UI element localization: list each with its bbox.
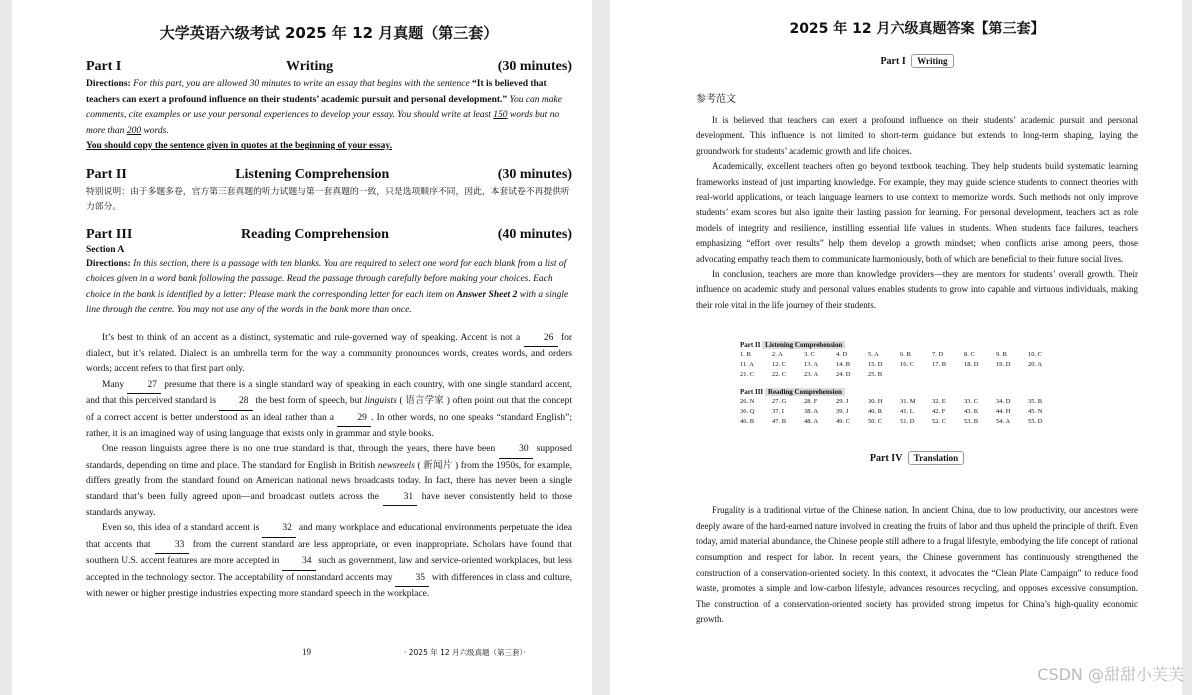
part-2-time: (30 minutes) xyxy=(497,166,572,182)
blank-27: 27 xyxy=(127,378,161,394)
essay-prompt-quote: “It is believed that teachers can exert a profound influence on their students’ academic pursuit and personal development.” xyxy=(86,79,547,105)
answer-cell: 49. C xyxy=(836,418,851,426)
paragraph: In conclusion, teachers are more than knowledge providers—they are mentors for students’ overall growth. Their influence on academic study and personal values enables students to grow into capable and virtuous individuals, making their role vital in the life journey of their students. xyxy=(696,269,1138,310)
answer-cell: 45. N xyxy=(1028,408,1043,416)
directions-text: with a single line through the centre. You may not use any of the words in the bank more than once. xyxy=(86,289,569,315)
answer-cell: 16. C xyxy=(900,361,915,369)
answer-cell: 36. Q xyxy=(740,408,755,416)
answer-cell: 43. K xyxy=(964,408,979,416)
answer-cell: 47. B xyxy=(772,418,787,426)
blank-32: 32 xyxy=(262,521,296,537)
answer-cell: 50. C xyxy=(868,418,883,426)
answer-cell: 33. C xyxy=(964,398,979,406)
answer-cell: 11. A xyxy=(740,361,754,369)
answer-cell: 38. A xyxy=(804,408,819,416)
blank-29: 29 xyxy=(337,411,371,427)
answer-cell: 1. B xyxy=(740,351,751,359)
answer-cell: 27. G xyxy=(772,398,787,406)
reading-answer-grid xyxy=(740,398,1138,425)
answer-cell: 51. D xyxy=(900,418,915,426)
answer-cell: 21. C xyxy=(740,371,755,379)
blank-31: 31 xyxy=(383,490,417,506)
part-tag: Translation xyxy=(908,451,964,465)
part-1-label: Part I xyxy=(86,59,122,74)
answer-cell: 28. F xyxy=(804,398,818,406)
directions-text: For this part, you are allowed 30 minutes to write an essay that begins with the sentence xyxy=(133,79,470,89)
reading-passage xyxy=(86,331,572,603)
part-2-label: Part II xyxy=(86,166,127,182)
part-2-note: 特别说明：由于多题多卷，官方第三套真题的听力试题与第一套真题的一致，只是选项顺序不同，因此，本套试卷不再提供听力部分。 xyxy=(86,186,570,212)
answer-cell: 13. A xyxy=(804,361,819,369)
answer-cell: 20. A xyxy=(1028,361,1043,369)
answer-cell: 12. C xyxy=(772,361,787,369)
part-2-header xyxy=(86,167,572,183)
answer-cell: 30. H xyxy=(868,398,883,406)
directions-text: In this section, there is a passage with ten blanks. You are required to select one word for each blank from a list of choices given in a word bank following the passage. Read the passage through carefully before making your choices. Each choice in the bank is identified by a letter: Please mark the corresponding letter for each item on xyxy=(86,258,567,300)
part-1-name: Writing xyxy=(285,59,334,74)
answer-sheet-ref: Answer Sheet 2 xyxy=(456,289,518,300)
paragraph: It is believed that teachers can exert a profound influence on their students’ academic pursuit and personal development. This influence is not limited to short-term guidance but extends to long-term shaping, laying the groundwork for students’ academic growth and life choices. xyxy=(696,115,1138,156)
directions-label: Directions: xyxy=(86,258,131,269)
part-3-directions xyxy=(86,257,572,319)
answer-key-page xyxy=(610,0,1182,695)
answer-cell: 32. E xyxy=(932,398,946,406)
answer-cell: 52. C xyxy=(932,418,947,426)
translation-answer xyxy=(696,503,1138,628)
page-footer: · 2025 年 12 月六级真题（第三套）· xyxy=(404,648,526,657)
answer-cell: 18. D xyxy=(964,361,979,369)
answer-cell: 14. B xyxy=(836,361,851,369)
part-1-directions xyxy=(86,77,572,155)
blank-34: 34 xyxy=(282,554,316,570)
answer-cell: 24. D xyxy=(836,371,851,379)
answer-cell: 17. B xyxy=(932,361,947,369)
answer-cell: 8. C xyxy=(964,351,975,359)
passage-paragraph: One reason linguists agree there is no one true standard is that, through the years, there have been 30 supposed standards, depending on time and place. The standard for English in British newsreels ( 新闻片 ) from the 1950s, for example, differs greatly from the standard found on American national news broadcasts today. In fact, there has never been a single standard that’s been fully agreed upon—and broadcast outlets across the 31 have never consistently held to those standards anyway. xyxy=(86,444,573,518)
answer-tables xyxy=(740,341,1138,425)
answer-cell: 22. C xyxy=(772,371,787,379)
answer-cell: 7. D xyxy=(932,351,944,359)
answer-cell: 37. I xyxy=(772,408,784,416)
answer-cell: 23. A xyxy=(804,371,819,379)
blank-30: 30 xyxy=(499,442,533,458)
copy-note: You should copy the sentence given in quotes at the beginning of your essay. xyxy=(86,141,392,151)
answer-cell: 15. D xyxy=(868,361,883,369)
answer-cell: 55. D xyxy=(1028,418,1043,426)
blank-26: 26 xyxy=(524,331,558,347)
answer-cell: 44. H xyxy=(996,408,1011,416)
answer-part-4-heading xyxy=(696,451,1138,465)
part-2-name: Listening Comprehension xyxy=(235,166,390,182)
blank-33: 33 xyxy=(155,538,189,554)
passage-paragraph: Many 27 presume that there is a single standard way of speaking in each country, with one single standard accent, and that this perceived standard is 28 the best form of speech, but linguists ( 语言学家 ) often point out that the concept of a correct accent is better understood as an ideal rather than a 29 . In other words, no one speaks “standard English”; rather, it is an imagined way of using language that exists only in grammar and style books. xyxy=(86,379,573,439)
listening-answers-heading: Part II Listening Comprehension xyxy=(740,341,1138,349)
answer-cell: 3. C xyxy=(804,351,815,359)
part-3-label: Part III xyxy=(86,226,133,242)
exam-title: 大学英语六级考试 2025 年 12 月真题（第三套） xyxy=(159,24,499,42)
directions-text: words but no more than xyxy=(86,110,560,136)
answer-cell: 41. L xyxy=(900,408,914,416)
answer-cell: 19. D xyxy=(996,361,1011,369)
answer-cell: 25. B xyxy=(868,371,883,379)
paragraph: Frugality is a traditional virtue of the Chinese nation. In ancient China, due to low productivity, our ancestors were deeply aware of the hard-earned nature involved in creating the fruits of labor and thus upheld the principle of thrift. Even today, amid material abundance, the Chinese people still adhere to a frugal lifestyle, embodying the life concept of rational consumption and respect for labor. In recent years, the Chinese government has continuously strengthened the construction of a conservation-oriented society. In this context, it advocates the “Clean Plate Campaign” to reduce food waste, promotes a simple and low-carbon lifestyle, advances resources recycling, and opposes excessive consumption. The construction of a conservation-oriented society has provided strong impetus for China’s high-quality economic growth. xyxy=(696,505,1139,625)
part-3-name: Reading Comprehension xyxy=(241,226,389,242)
exam-paper-page xyxy=(12,0,592,695)
directions-text: words. xyxy=(143,125,169,136)
reference-essay xyxy=(696,113,1138,313)
answer-cell: 29. J xyxy=(836,398,849,406)
section-a-heading: Section A xyxy=(86,244,125,255)
answer-cell: 42. F xyxy=(932,408,946,416)
answer-cell: 4. D xyxy=(836,351,848,359)
answer-cell: 34. D xyxy=(996,398,1011,406)
watermark: CSDN @甜甜小芙芙 xyxy=(1037,665,1184,684)
part-label: Part I xyxy=(880,56,906,67)
listening-answer-grid xyxy=(740,351,1138,378)
max-words: 200 xyxy=(126,125,142,136)
page-number: 19 xyxy=(302,647,311,657)
answer-cell: 2. A xyxy=(772,351,783,359)
answer-part-1-heading xyxy=(696,54,1138,68)
passage-paragraph: It’s best to think of an accent as a distinct, systematic and rule-governed way of speaking. Accent is not a 26 for dialect, but it’s related. Dialect is an umbrella term for the way a community pronounces words, creates words, and orders words; accent refers to that first part only. xyxy=(86,332,573,375)
answer-cell: 10. C xyxy=(1028,351,1043,359)
paragraph: Academically, excellent teachers often go beyond textbook teaching. They help students build systematic learning frameworks instead of just imparting knowledge. For example, they may guide science students to connect theories with real-world applications, or teach language learners to use context to memorize words. Such methods not only improve students’ exam scores but also ignite their lasting passion for learning. For personal development, teachers act as role models of integrity and resilience, instilling essential life values in students. When students face failures, teachers emphasizing “effort over results” help them develop a growth mindset; when conflicts arise among peers, those advocating empathy teach them to communicate harmoniously, both of which are beneficial to their future social lives. xyxy=(696,161,1138,264)
directions-text: You can make comments, cite examples or use your personal experiences to develop your essay. You should write at least xyxy=(86,94,562,120)
answer-cell: 54. A xyxy=(996,418,1011,426)
blank-28: 28 xyxy=(219,394,253,410)
answer-cell: 40. R xyxy=(868,408,883,416)
part-1-header xyxy=(86,59,572,75)
answer-cell: 53. B xyxy=(964,418,979,426)
part-1-time: (30 minutes) xyxy=(497,59,572,74)
answer-cell: 6. B xyxy=(900,351,911,359)
min-words: 150 xyxy=(493,110,508,120)
part-3-time: (40 minutes) xyxy=(497,226,572,242)
answer-cell: 26. N xyxy=(740,398,755,406)
answer-title: 2025 年 12 月六级真题答案【第三套】 xyxy=(789,21,1045,37)
answer-cell: 35. B xyxy=(1028,398,1043,406)
reference-essay-heading: 参考范文 xyxy=(696,94,736,105)
blank-35: 35 xyxy=(395,571,429,587)
answer-cell: 9. B xyxy=(996,351,1007,359)
answer-cell: 39. J xyxy=(836,408,849,416)
passage-paragraph: Even so, this idea of a standard accent is 32 and many workplace and educational environments perpetuate the idea that accents that 33 from the current standard are less appropriate, or even inappropriate. Scholars have found that southern U.S. accent features are more accepted in 34 such as government, law and service-oriented workplaces, but less accepted in the technology sector. The acceptability of nonstandard accents may 35 with differences in class and culture, with newer or higher prestige industries expecting more standard speech in the workplace. xyxy=(86,523,573,599)
directions-label: Directions: xyxy=(86,79,131,89)
answer-cell: 5. A xyxy=(868,351,879,359)
part-3-header xyxy=(86,227,572,243)
answer-cell: 48. A xyxy=(804,418,819,426)
answer-cell: 46. B xyxy=(740,418,755,426)
reading-answers-heading: Part III Reading Comprehension xyxy=(740,388,1138,396)
part-label: Part IV xyxy=(869,453,903,465)
part-tag: Writing xyxy=(911,54,953,68)
answer-cell: 31. M xyxy=(900,398,916,406)
